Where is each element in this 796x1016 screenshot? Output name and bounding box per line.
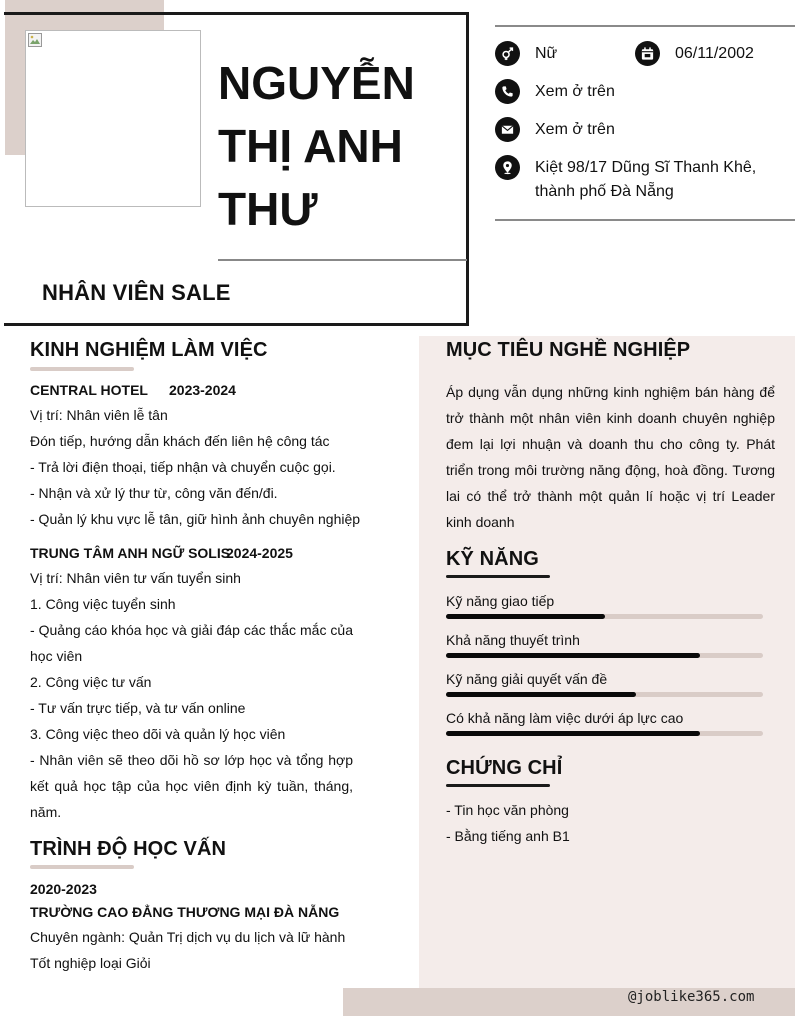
certificate-item: - Tin học văn phòng — [446, 802, 569, 818]
education-major: Chuyên ngành: Quản Trị dịch vụ du lịch và lữ hành — [30, 929, 346, 945]
job-line: - Quảng cáo khóa học và giải đáp các thắc mắc của học viên — [30, 622, 353, 664]
broken-image-icon — [28, 33, 42, 47]
birthday-value: 06/11/2002 — [675, 45, 754, 62]
address-line: thành phố Đà Nẵng — [535, 183, 674, 200]
name-line: THƯ — [218, 183, 318, 235]
job-period: 2024-2025 — [226, 545, 293, 561]
job-company: TRUNG TÂM ANH NGỮ SOLIS — [30, 545, 231, 561]
education-period: 2020-2023 — [30, 881, 97, 897]
objective-text: Áp dụng vẫn dụng những kinh nghiệm bán hàng để trở thành một nhân viên kinh doanh chuyên nghiệp đem lại lợi nhuận và doanh thu cho công ty. Phát triển trong môi trường năng động, hoà đồng. Tương lai có thể trở thành một quản lí hoặc vị trí Leader kinh doanh — [446, 384, 775, 530]
job-line: 3. Công việc theo dõi và quản lý học viên — [30, 726, 286, 742]
skill-bar-fill — [446, 692, 636, 697]
experience-underline — [30, 367, 134, 371]
envelope-icon — [495, 117, 520, 142]
skill-bar-fill — [446, 614, 605, 619]
skill-label: Khả năng thuyết trình — [446, 632, 580, 648]
full-name — [218, 52, 458, 241]
gender-value: Nữ — [535, 45, 558, 62]
profile-photo — [25, 30, 201, 207]
phone-icon — [495, 79, 520, 104]
address-value — [535, 156, 785, 204]
skill-bar-track — [446, 653, 763, 658]
skill-label: Kỹ năng giải quyết vấn đề — [446, 671, 608, 687]
experience-heading: KINH NGHIỆM LÀM VIỆC — [30, 339, 268, 361]
skill-label: Kỹ năng giao tiếp — [446, 593, 555, 609]
skill-label: Có khả năng làm việc dưới áp lực cao — [446, 710, 684, 726]
watermark: @joblike365.com — [628, 989, 755, 1005]
name-line: NGUYỄN — [218, 57, 415, 109]
calendar-icon — [635, 41, 660, 66]
skill-bar-fill — [446, 731, 700, 736]
phone-value: Xem ở trên — [535, 83, 615, 100]
email-value: Xem ở trên — [535, 121, 615, 138]
location-pin-icon — [495, 155, 520, 180]
skill-bar-track — [446, 614, 763, 619]
job-line: Vị trí: Nhân viên tư vấn tuyển sinh — [30, 570, 241, 586]
skill-bar-fill — [446, 653, 700, 658]
education-underline — [30, 865, 134, 869]
job-line: Vị trí: Nhân viên lễ tân — [30, 407, 168, 423]
gender-icon — [495, 41, 520, 66]
address-line: Kiệt 98/17 Dũng Sĩ Thanh Khê, — [535, 159, 757, 176]
job-line: - Trả lời điện thoại, tiếp nhận và chuyển cuộc gọi. — [30, 459, 336, 475]
education-heading: TRÌNH ĐỘ HỌC VẤN — [30, 838, 227, 860]
name-divider — [218, 259, 467, 261]
job-line: 1. Công việc tuyển sinh — [30, 596, 176, 612]
job-period: 2023-2024 — [169, 382, 236, 398]
job-line: - Quản lý khu vực lễ tân, giữ hình ảnh chuyên nghiệp — [30, 511, 361, 527]
certificate-item: - Bằng tiếng anh B1 — [446, 828, 570, 844]
skills-underline — [446, 575, 550, 578]
job-line: - Nhân viên sẽ theo dõi hồ sơ lớp học và tổng hợp kết quả học tập của học viên định kỳ tuần, tháng, năm. — [30, 752, 353, 820]
job-line: - Tư vấn trực tiếp, và tư vấn online — [30, 700, 246, 716]
education-school: TRƯỜNG CAO ĐẲNG THƯƠNG MẠI ĐÀ NẴNG — [30, 904, 340, 920]
job-line: 2. Công việc tư vấn — [30, 674, 152, 690]
name-line: THỊ ANH — [218, 120, 403, 172]
skills-heading: KỸ NĂNG — [446, 548, 539, 570]
job-company: CENTRAL HOTEL — [30, 382, 148, 398]
job-title: NHÂN VIÊN SALE — [42, 280, 231, 305]
skill-bar-track — [446, 731, 763, 736]
job-line: Đón tiếp, hướng dẫn khách đến liên hệ công tác — [30, 433, 330, 449]
certificates-underline — [446, 784, 550, 787]
objective-heading: MỤC TIÊU NGHỀ NGHIỆP — [446, 339, 691, 361]
skill-bar-track — [446, 692, 763, 697]
job-line: - Nhận và xử lý thư từ, công văn đến/đi. — [30, 485, 278, 501]
contact-divider-bottom — [495, 219, 795, 221]
certificates-heading: CHỨNG CHỈ — [446, 757, 563, 779]
education-grade: Tốt nghiệp loại Giỏi — [30, 955, 151, 971]
contact-divider-top — [495, 25, 795, 27]
